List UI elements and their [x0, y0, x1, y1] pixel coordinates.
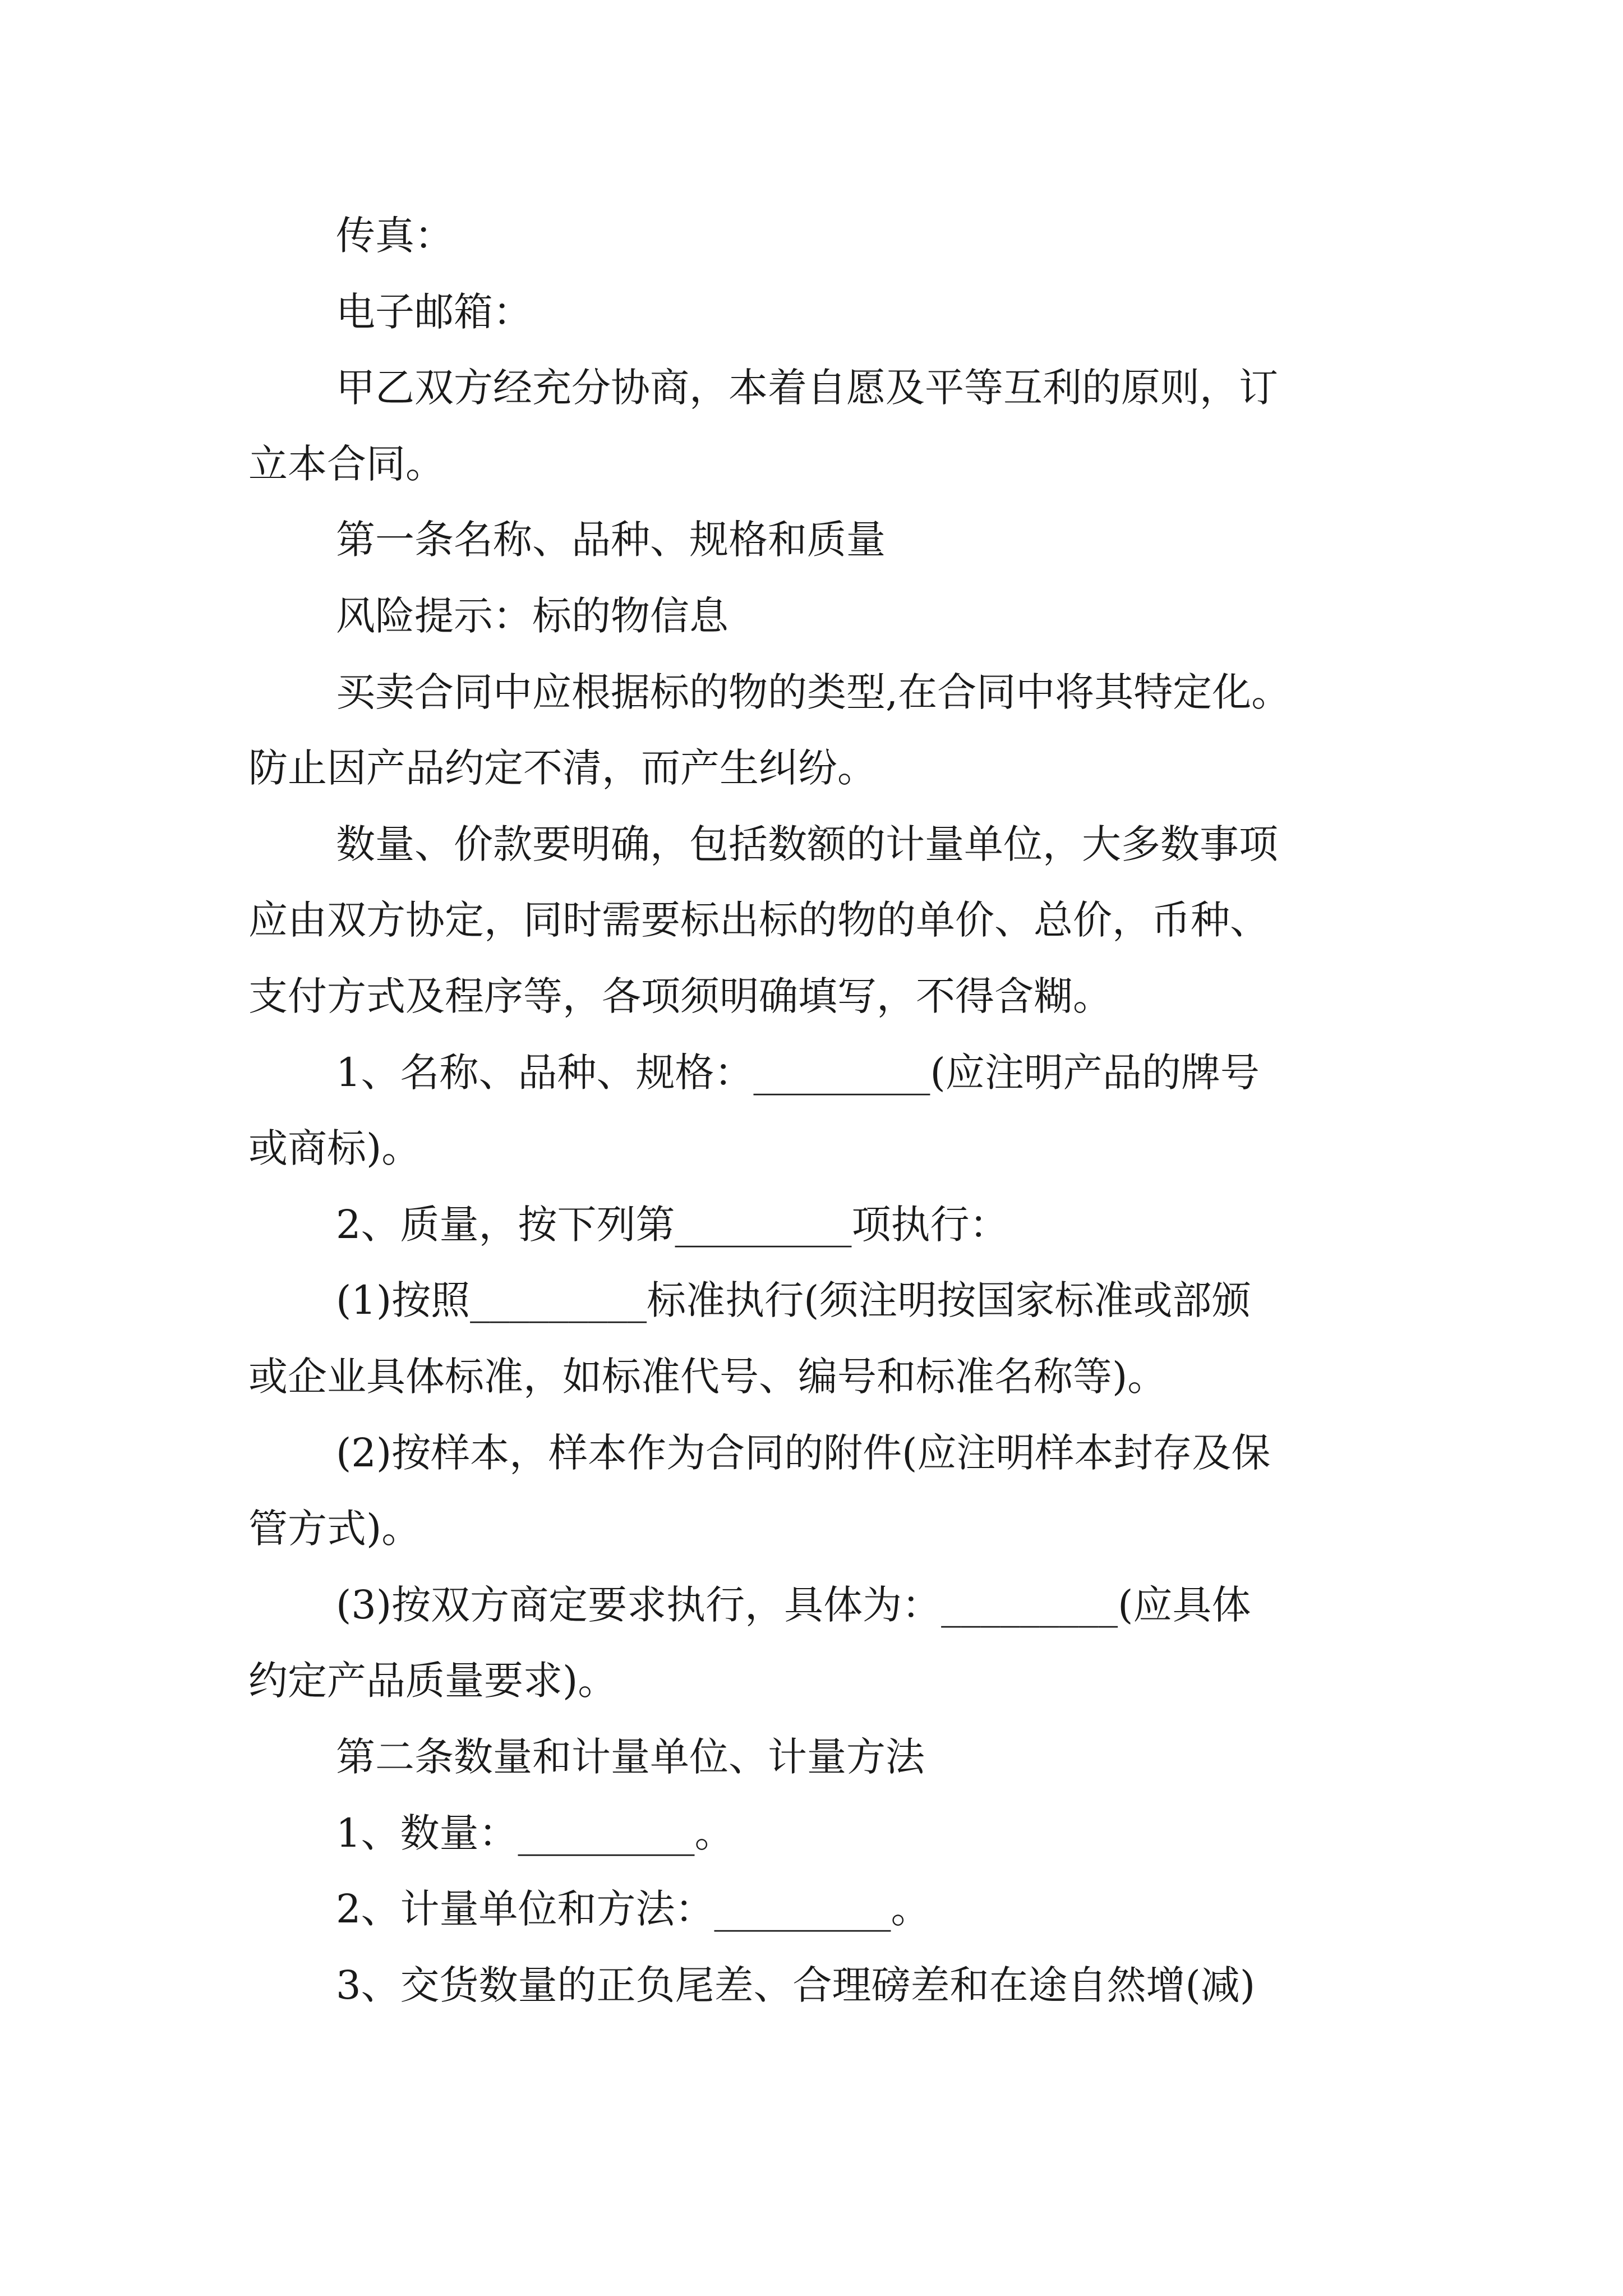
clause-1-2-option-1-line-2: 或企业具体标准，如标准代号、编号和标准名称等)。	[248, 1354, 1167, 1400]
clause-2-1: 1、数量：_________。	[336, 1810, 734, 1856]
risk-paragraph-2-line-3: 支付方式及程序等，各项须明确填写，不得含糊。	[248, 973, 1112, 1019]
risk-paragraph-1-line-2: 防止因产品约定不清，而产生纠纷。	[248, 745, 877, 791]
clause-1-1-line-1: 1、名称、品种、规格：_________(应注明产品的牌号	[336, 1050, 1260, 1096]
clause-1-2-option-2-line-1: (2)按样本，样本作为合同的附件(应注明样本封存及保	[336, 1430, 1271, 1476]
fax-label: 传真：	[336, 213, 454, 259]
clause-1-2-option-2-line-2: 管方式)。	[248, 1506, 421, 1552]
clause-1-2-option-3-line-1: (3)按双方商定要求执行，具体为：_________(应具体	[336, 1582, 1251, 1628]
preamble-line-1: 甲乙双方经充分协商，本着自愿及平等互利的原则，订	[336, 365, 1278, 411]
clause-2-2: 2、计量单位和方法：_________。	[336, 1886, 930, 1932]
risk-paragraph-1-line-1: 买卖合同中应根据标的物的类型,在合同中将其特定化。	[336, 669, 1291, 715]
risk-paragraph-2-line-1: 数量、价款要明确，包括数额的计量单位，大多数事项	[336, 821, 1278, 867]
preamble-line-2: 立本合同。	[248, 441, 445, 487]
clause-1-2-option-1-line-1: (1)按照_________标准执行(须注明按国家标准或部颁	[336, 1277, 1251, 1323]
clause-1-1-line-2: 或商标)。	[248, 1125, 421, 1171]
risk-paragraph-2-line-2: 应由双方协定，同时需要标出标的物的单价、总价，币种、	[248, 897, 1269, 943]
risk-notice-heading: 风险提示：标的物信息	[336, 593, 728, 639]
clause-1-2: 2、质量，按下列第_________项执行：	[336, 1202, 1009, 1248]
article-1-heading: 第一条名称、品种、规格和质量	[336, 517, 886, 563]
email-label: 电子邮箱：	[336, 289, 532, 335]
article-2-heading: 第二条数量和计量单位、计量方法	[336, 1734, 925, 1780]
clause-2-3-line-1: 3、交货数量的正负尾差、合理磅差和在途自然增(减)	[336, 1962, 1256, 2008]
clause-1-2-option-3-line-2: 约定产品质量要求)。	[248, 1658, 617, 1704]
